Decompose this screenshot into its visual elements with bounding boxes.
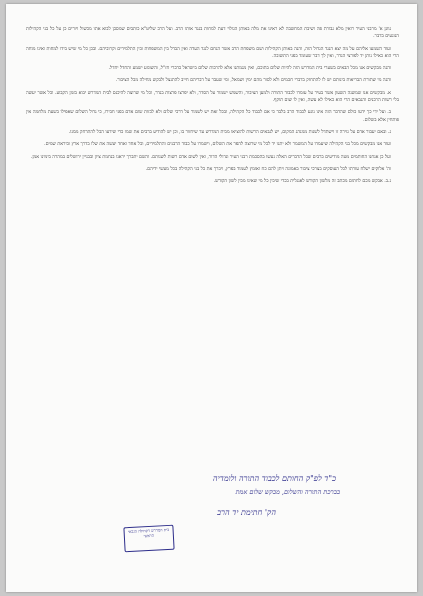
- signature: הק' חתימת יד הרב: [217, 508, 276, 517]
- paragraph: והנה מבקשים אנו מכל הבאים בשערי בית המדרש הזה להיות שלום בתוכם, ואין מגמתנו אלא להרבות שלום בישראל כדברי חז"ל, והשומע ישמע והחדל יחדל.: [108, 66, 391, 72]
- signature-line: בברכת התורה והשלום, מבקש שלום אמת: [235, 488, 340, 496]
- paragraph: ג. ובאם יעבור אדם על גזירה זו וישתדל לשנות ממנהג המקום, יש לגבאים הרשות להוציאו מבית המדרש עד שיחזור בו, וכן יש להודיע ברבים את שמו כדי שידעו הכל להתרחק ממנו.: [68, 129, 391, 135]
- paragraph: ועל כן אנחנו החותמים מטה מודיעים ברבים שכל הדברים האלה נעשו בהסכמת רבני העיר וגדולי הדור, ואין לשום אדם רשות לשנותם. והשם יתברך יראנו בנחמת ציון ובבניין ירושלים במהרה בימינו אמן.: [30, 154, 391, 160]
- signature-line: כ"ד לפ"ק החותם לכבוד התורה ולומדיה: [212, 474, 336, 483]
- paragraph: ועוד השמעו אליהם על מה יצא הנגד הגדול הזה, והנה באותן הקהילות ושם משפחת הרב אשר הנחם לנגד העדה ואין הבדל בין המשפחות ובין התלמידים וקרוביהם. ובכן כל מי שיש בידו למחות ואינו מוחה הרי הוא כאילו נותן יד לפורצי הגדר, ואין לך דבר שעומד בפני התשובה.: [26, 46, 399, 59]
- signature-block: [46, 474, 346, 566]
- document-page: [6, 4, 417, 592]
- paragraph: והנה מי שתורת הבריאות בינותם יש לו להתחזק בדברי חכמים ולא לסור מהם ימין ושמאל, ומי שעבר על דבריהם חייב להתנצל ולבקש מחילה מכל הציבור.: [115, 78, 391, 84]
- paragraph: ב. ועל ידי כך ידעו כולם שהדבר הזה אינו נוגע לכבוד הרב בלבד כי אם לכבוד כל הקהילה, ובכל זאת יש לשמור על דרכי שלום ולא לבזות שום אדם בפני חבירו, כי גדול השלום שאפילו בשעת מלחמה אין פותחין אלא בשלום.: [26, 110, 399, 123]
- paragraph: א. מבקשים אנו שמשנה השעון אשר בעיר על עומדו לכבוד התורה ולמען הציבור, והשמש ישמור על הסדר, ולא יפרצו פרצות בגדר, וכל מי שרוצה להיכנס לבית המדרש יבוא בזמן הקבוע. וכל אשר יעשה בלי רשות הרבנים והגבאים הרי הוא כאילו לא עשה, ואין לו שום תוקף.: [26, 90, 399, 104]
- postscript: נ.ב. אבקש מכם לחתום מכתב זה מלשון הקודש לאנגלית בכדי שיבין כל מי שאינו מבין לשון הקודש.: [213, 179, 391, 185]
- paragraph: גוונן א' מרבני העיר רואין מלא גבורת פה ושיבת המחשבה לא ראינו את מלה באותן הגולוי דעת למחות בנגד אותו הרב. ועל הרב שליט"א כותבים שמסכן לבוא אתו מכשול ויורים כן על כל בני הקהילות הנוגעים בדבר.: [26, 27, 399, 40]
- letter-body: [26, 26, 399, 190]
- rubber-stamp: בית המדרש דקהילה הגבאי הראשי: [123, 525, 174, 553]
- paragraph: ועוד אנו מבקשים מכל בני הקהילה שיעמדו על המשמר ולא יתנו יד לכל מי שרוצה להפר את השלום, וישמרו על כבוד הרבנים והתלמידים, וכל אחד ואחד יעשה את שלו בדרך ארץ וביראת שמים.: [44, 142, 391, 148]
- paragraph: וה' אלוקים ישלח עזרתו לכל העוסקים בצרכי ציבור באמונה ויתן להם כח ואומץ לעמוד בפרץ, ויברך את כל בני הקהילה בכל מעשי ידיהם.: [145, 166, 391, 172]
